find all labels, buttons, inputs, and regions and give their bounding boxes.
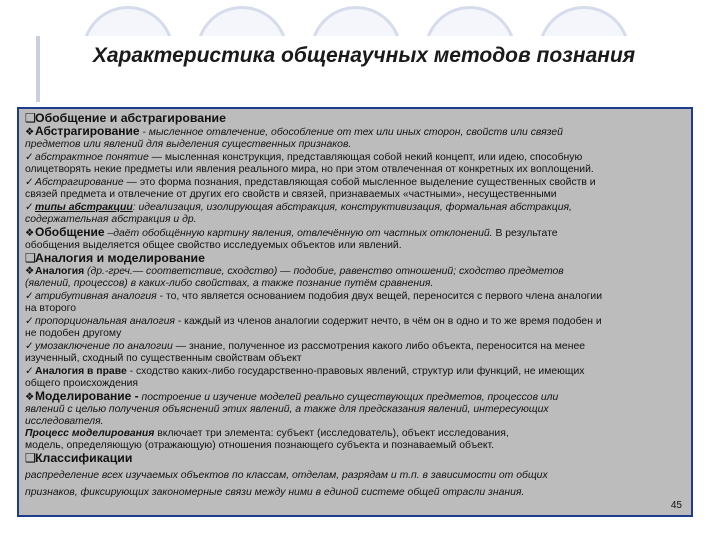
text-line: ✓типы абстракции: идеализация, изолирующая абстракция, конструктивизация, формальная абстракция, bbox=[25, 201, 572, 213]
text-line: распределение всех изучаемых объектов по классам, отделам, разрядам и т.п. в зависимости от общих bbox=[25, 470, 548, 481]
title-box bbox=[36, 36, 688, 102]
text-line: олицетворять некие предметы или явления реального мира, но при этом отвлеченная от конкретных их воплощений. bbox=[25, 164, 594, 175]
check-bullet-icon: ✓ bbox=[25, 201, 34, 213]
section-heading-classification: ❑Классификации bbox=[25, 452, 133, 465]
diamond-bullet-icon: ❖ bbox=[25, 126, 35, 138]
text-line: ✓Аналогия в праве - сходство каких-либо государственно-правовых явлений, структур или функций, не имеющих bbox=[25, 365, 585, 377]
text-line: общего происхождения bbox=[25, 378, 139, 389]
text-line: ✓умозаключение по аналогии — знание, полученное из рассмотрения какого либо объекта, переносится на менее bbox=[25, 340, 586, 352]
check-bullet-icon: ✓ bbox=[25, 151, 34, 163]
content-panel bbox=[17, 107, 693, 517]
check-bullet-icon: ✓ bbox=[25, 290, 34, 302]
check-bullet-icon: ✓ bbox=[25, 340, 34, 352]
text-line: ❖Аналогия (др.-греч.— соответствие, сходство) — подобие, равенство отношений; сходство предметов bbox=[25, 265, 564, 277]
check-bullet-icon: ✓ bbox=[25, 365, 34, 377]
page-number: 45 bbox=[670, 500, 682, 511]
text-line: связей предмета и отвлечение от других его свойств и связей, признаваемых «частными», несущественными bbox=[25, 189, 557, 200]
text-line: ❖Моделирование - построение и изучение моделей реально существующих предметов, процессов или bbox=[25, 390, 559, 403]
text-line: (явлений, процессов) в каких-либо свойствах, а также познание путём сравнения. bbox=[25, 278, 434, 289]
text-line: обобщения выделяется общее свойство исследуемых объектов или явлений. bbox=[25, 240, 402, 251]
text-line: ❖Обобщение –даёт обобщённую картину явления, отвлечённую от частных отклонений. В результате bbox=[25, 226, 558, 239]
text-line: изученный, сходный по существенным свойствам объект bbox=[25, 353, 302, 364]
section-heading-analogy: ❑Аналогия и моделирование bbox=[25, 252, 205, 265]
text-line: не подобен другому bbox=[25, 328, 122, 339]
text-line: признаков, фиксирующих закономерные связи между ними в единой системе общей отрасли знания. bbox=[25, 487, 525, 498]
slide-title: Характеристика общенаучных методов познания bbox=[92, 44, 636, 67]
text-line: ✓пропорциональная аналогия - каждый из членов аналогии содержит нечто, в чём он в одно и то же время подобен и bbox=[25, 315, 602, 327]
square-bullet-icon: ❑ bbox=[25, 452, 37, 465]
text-line: Процесс моделирования включает три элемента: субъект (исследователь), объект исследования, bbox=[25, 428, 509, 439]
square-bullet-icon: ❑ bbox=[25, 252, 37, 265]
square-bullet-icon: ❑ bbox=[25, 112, 37, 125]
text-line: ❖Абстрагирование - мысленное отвлечение, обособление от тех или иных сторон, свойств или связей bbox=[25, 125, 563, 138]
text-line: ✓абстрактное понятие — мысленная конструкция, представляющая собой некий концепт, или идею, способную bbox=[25, 151, 583, 163]
check-bullet-icon: ✓ bbox=[25, 315, 34, 327]
diamond-bullet-icon: ❖ bbox=[25, 265, 35, 277]
text-line: исследователя. bbox=[25, 416, 104, 427]
diamond-bullet-icon: ❖ bbox=[25, 391, 35, 403]
text-line: ✓атрибутивная аналогия - то, что является основанием подобия двух вещей, переносится с первого члена аналогии bbox=[25, 290, 602, 302]
text-line: явлений с целью получения объяснений этих явлений, а также для предсказания явлений, интересующих bbox=[25, 404, 549, 415]
text-line: ✓Абстрагирование — это форма познания, представляющая собой мысленное выделение существенных свойств и bbox=[25, 176, 596, 188]
text-line: модель, определяющую (отражающую) отношения познающего субъекта и познаваемый объект. bbox=[25, 440, 495, 451]
text-line: на второго bbox=[25, 303, 77, 314]
section-heading-generalization: ❑Обобщение и абстрагирование bbox=[25, 112, 226, 125]
check-bullet-icon: ✓ bbox=[25, 176, 34, 188]
text-line: содержательная абстракция и др. bbox=[25, 214, 197, 225]
text-line: предметов или явлений для выделения существенных признаков. bbox=[25, 139, 352, 150]
diamond-bullet-icon: ❖ bbox=[25, 227, 35, 239]
